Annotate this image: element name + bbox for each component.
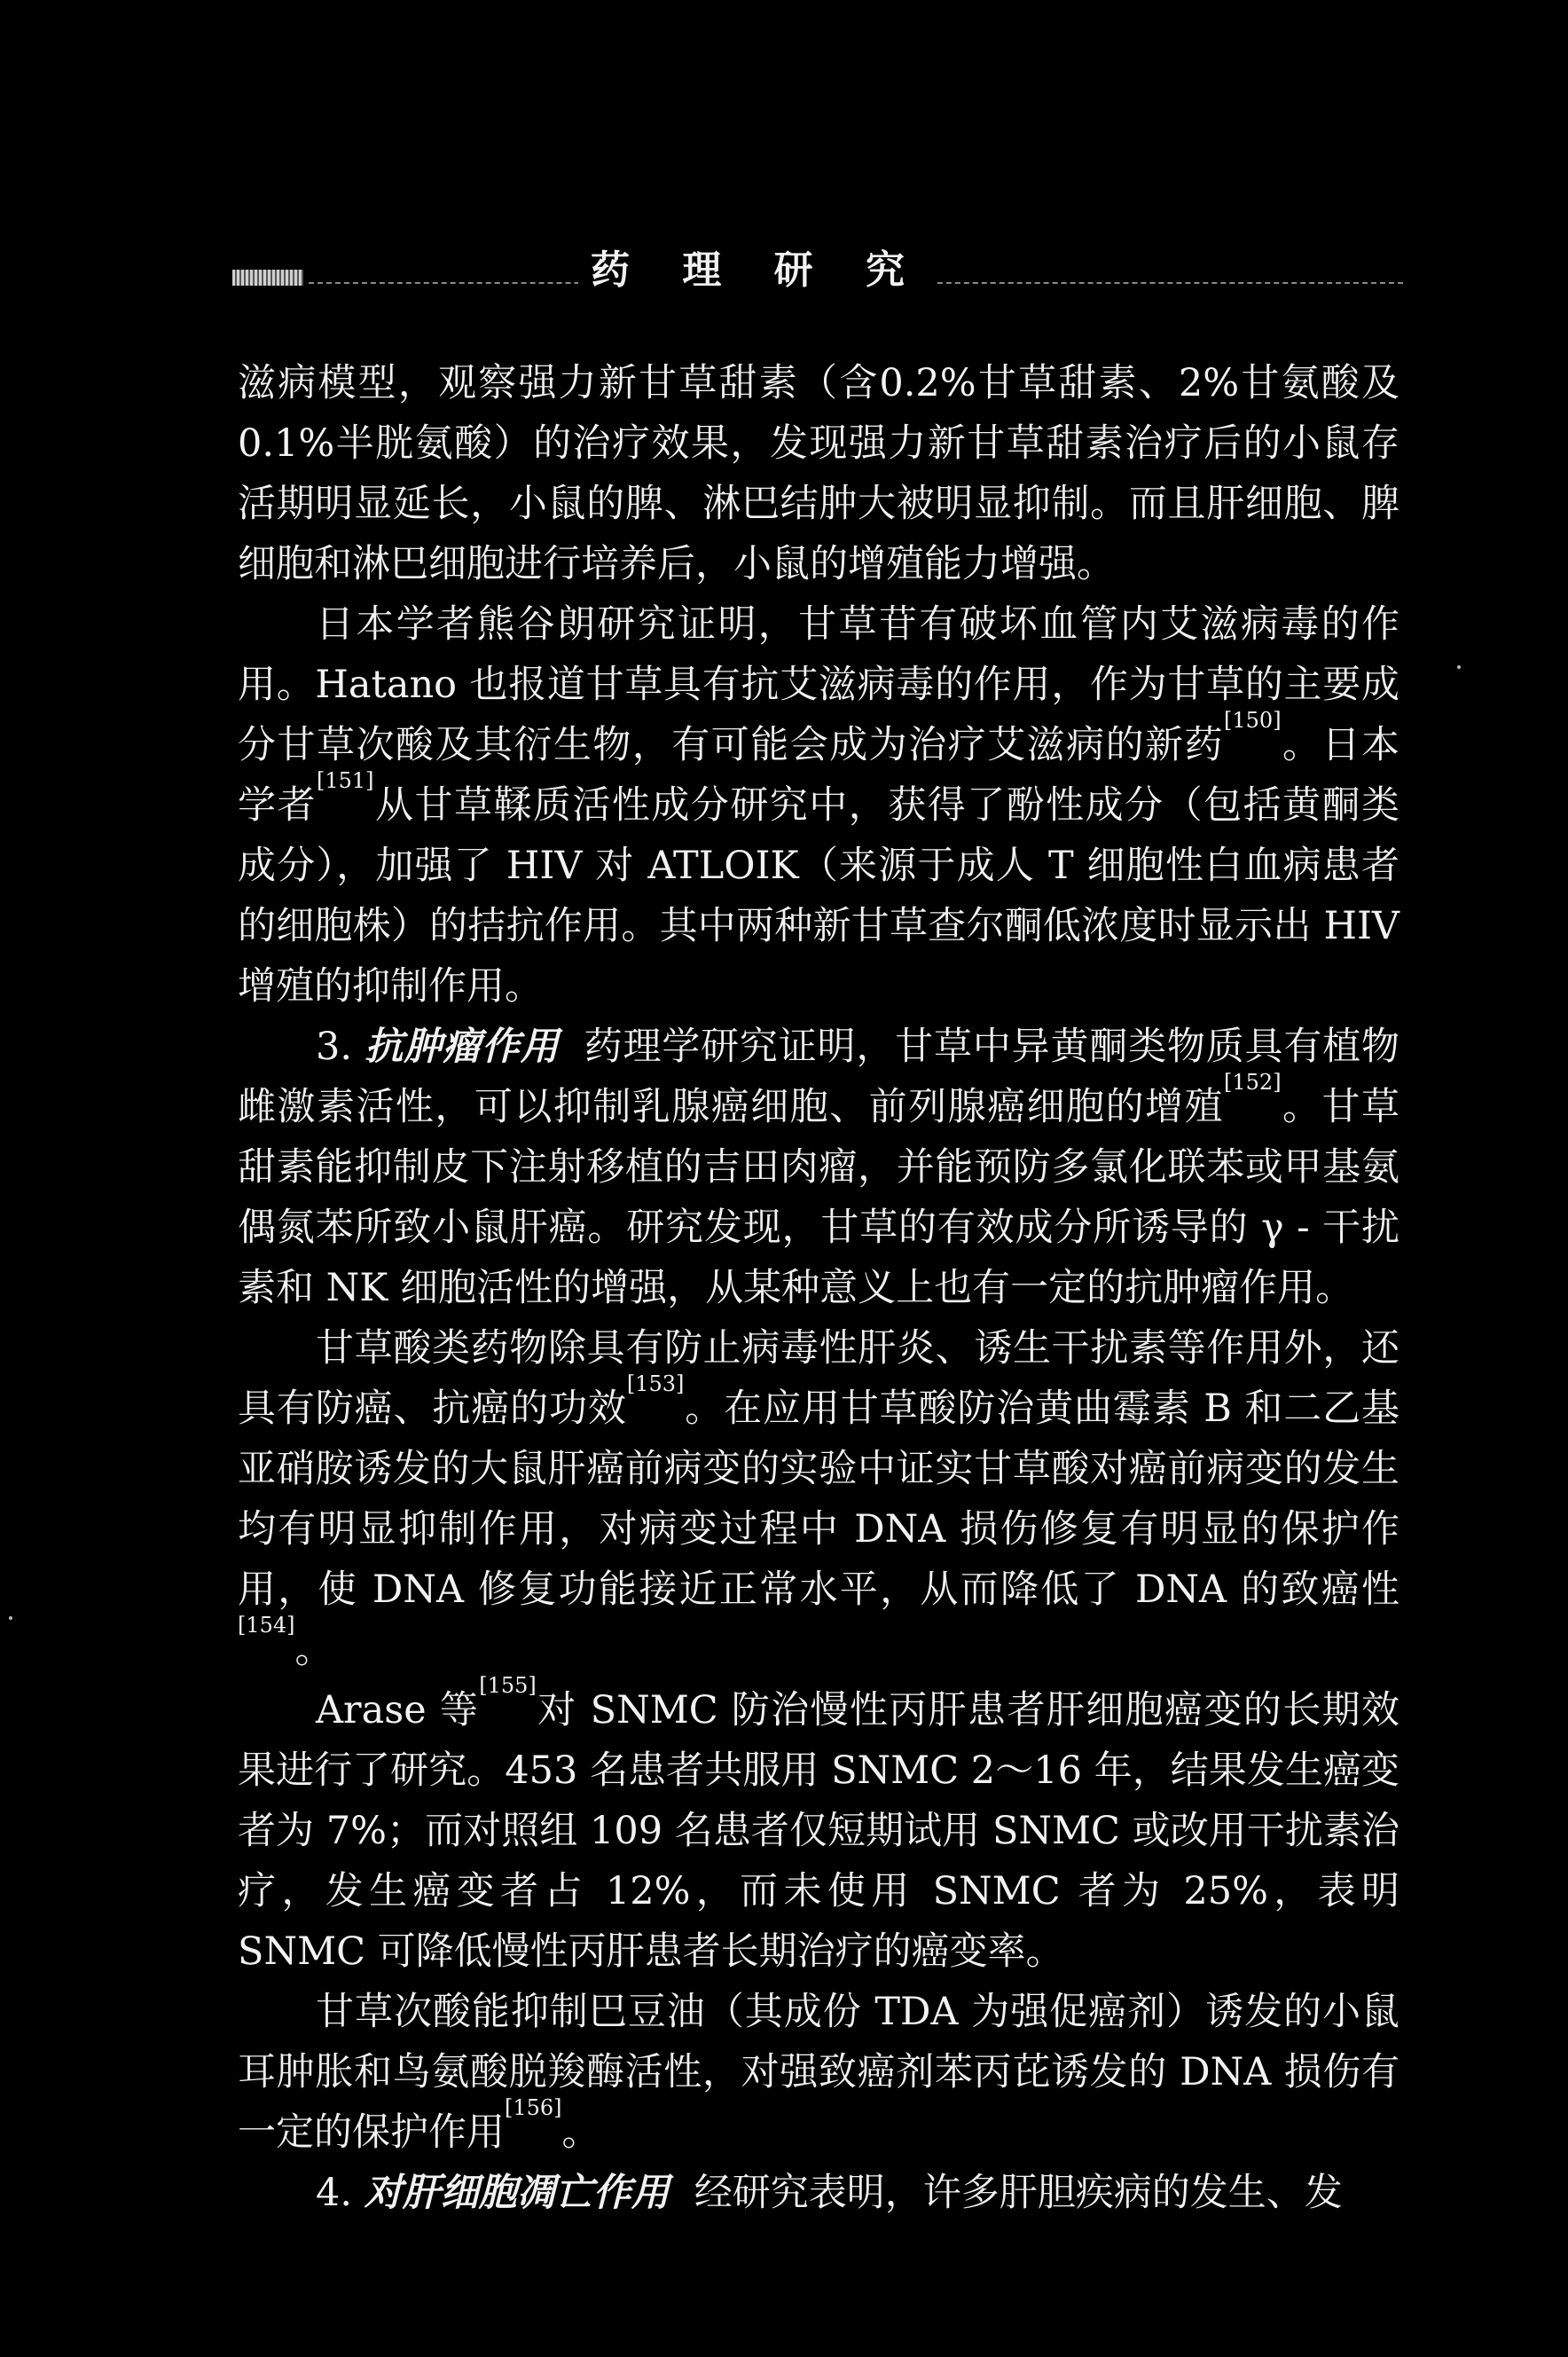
text-run: 。甘草甜素能抑制皮下注射移植的吉田肉瘤，并能预防多氯化联苯或甲基氨偶氮苯所致小鼠肝癌。研究发现，甘草的有效成分所诱导的 γ - 干扰素和 NK 细胞活性的增强，从某种意义上也有一定的抗肿瘤作用。	[238, 1085, 1400, 1310]
text-run: 日本学者熊谷朗研究证明，甘草苷有破坏血管内艾滋病毒的作用。Hatano 也报道甘草具有抗艾滋病毒的作用，作为甘草的主要成分甘草次酸及其衍生物，有可能会成为治疗艾滋病的新药	[238, 602, 1399, 767]
citation-ref: [156]	[505, 2095, 562, 2120]
paragraph-p1	[238, 353, 1399, 594]
text-run: 经研究表明，许多肝胆疾病的发生、发	[694, 2171, 1343, 2215]
section-heading: 对肝细胞凋亡作用	[364, 2171, 670, 2215]
text-run: 滋病模型，观察强力新甘草甜素（含0.2%甘草甜素、2%甘氨酸及0.1%半胱氨酸）的治疗效果，发现强力新甘草甜素治疗后的小鼠存活期明显延长，小鼠的脾、淋巴结肿大被明显抑制。而且肝细胞、脾细胞和淋巴细胞进行培养后，小鼠的增殖能力增强。	[238, 361, 1399, 586]
text-run: 甘草酸类药物除具有防止病毒性肝炎、诱生干扰素等作用外，还具有防癌、抗癌的功效	[238, 1326, 1399, 1431]
text-run: 对 SNMC 防治慢性丙肝患者肝细胞癌变的长期效果进行了研究。453 名患者共服用 SNMC 2～16 年，结果发生癌变者为 7%；而对照组 109 名患者仅短期试用 SNMC 或改用干扰素治疗，发生癌变者占 12%，而未使用 SNMC 者为 25%，表明 SNMC 可降低慢性丙肝患者长期治疗的癌变率。	[238, 1688, 1399, 1974]
body-text	[238, 353, 1399, 2223]
paragraph-p2	[238, 594, 1399, 1017]
text-run: Arase 等	[316, 1688, 480, 1732]
section-heading: 抗肿瘤作用	[365, 1025, 560, 1069]
paragraph-p3	[238, 1017, 1399, 1318]
citation-ref: [152]	[1224, 1070, 1282, 1095]
citation-ref: [153]	[626, 1371, 685, 1396]
citation-ref: [150]	[1224, 708, 1282, 733]
citation-ref: [151]	[316, 768, 374, 793]
scan-speck	[1457, 665, 1461, 669]
text-run: 。	[561, 2110, 600, 2155]
paragraph-p7	[238, 2163, 1399, 2223]
header-title: 药 理 研 究	[578, 238, 937, 295]
scan-speck	[9, 1616, 12, 1620]
text-run: 甘草次酸能抑制巴豆油（其成份 TDA 为强促癌剂）诱发的小鼠耳肿胀和鸟氨酸脱羧酶活性，对强致癌剂苯丙芘诱发的 DNA 损伤有一定的保护作用	[238, 1990, 1399, 2155]
text-run: 。	[294, 1628, 333, 1672]
text-run: 4.	[316, 2171, 365, 2215]
text-run: 从甘草鞣质活性成分研究中，获得了酚性成分（包括黄酮类成分），加强了 HIV 对 ATLOIK（来源于成人 T 细胞性白血病患者的细胞株）的拮抗作用。其中两种新甘草查尔酮低浓度时显示出 HIV 增殖的抑制作用。	[238, 783, 1400, 1009]
paragraph-p5	[238, 1673, 1399, 1982]
text-run: 3.	[316, 1025, 365, 1069]
text-run: 。在应用甘草酸防治黄曲霉素 B 和二乙基亚硝胺诱发的大鼠肝癌前病变的实验中证实甘草酸对癌前病变的发生均有明显抑制作用，对病变过程中 DNA 损伤修复有明显的保护作用，使 DNA 修复功能接近正常水平，从而降低了 DNA 的致癌性	[238, 1387, 1400, 1612]
paragraph-p4	[238, 1318, 1399, 1680]
header-ornament	[232, 270, 303, 286]
citation-ref: [154]	[238, 1613, 295, 1638]
text-run: 药理学研究证明，甘草中异黄酮类物质具有植物雌激素活性，可以抑制乳腺癌细胞、前列腺癌细胞的增殖	[238, 1025, 1400, 1129]
text-run: 。日本学者	[238, 723, 1400, 828]
citation-ref: [155]	[479, 1673, 537, 1698]
paragraph-p6	[238, 1982, 1399, 2163]
running-header	[232, 238, 1403, 300]
